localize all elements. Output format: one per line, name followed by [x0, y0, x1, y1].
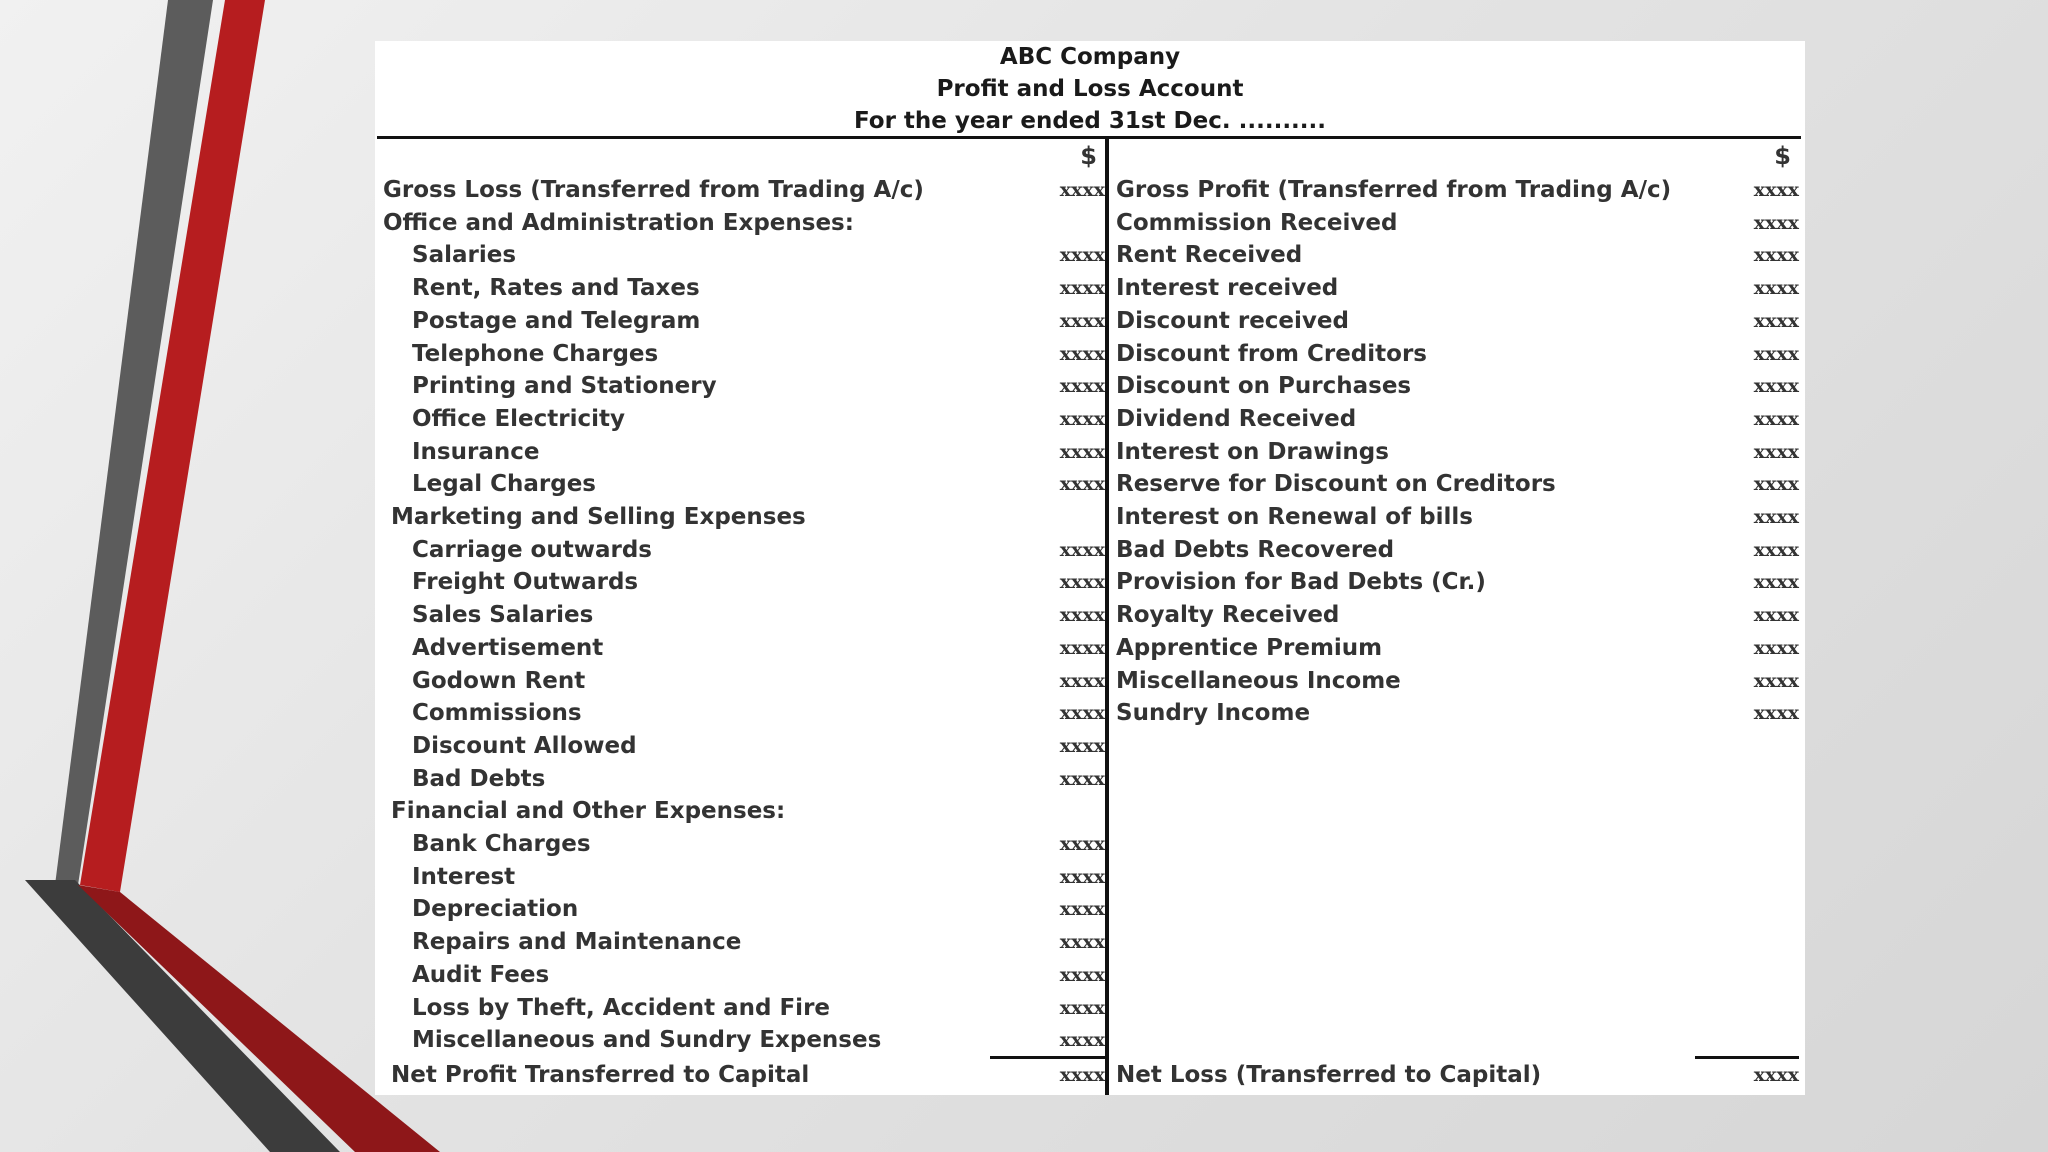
debit-item-amount: xxxx: [1059, 865, 1105, 888]
credit-row: [375, 338, 1805, 370]
credit-item-amount: xxxx: [1753, 669, 1799, 692]
debit-total-underline: [990, 1056, 1107, 1059]
debit-item-label: Depreciation: [412, 896, 579, 923]
debit-item-label: Financial and Other Expenses:: [391, 798, 786, 825]
credit-currency-header: [1695, 140, 1799, 172]
credit-item-amount: xxxx: [1753, 538, 1799, 561]
credit-item-label: Interest on Renewal of bills: [1116, 504, 1473, 530]
credit-row: [375, 501, 1805, 533]
debit-item-label: Sales Salaries: [412, 602, 594, 629]
debit-item-label: Commissions: [412, 700, 582, 727]
credit-row: [375, 174, 1805, 206]
debit-item-label: Miscellaneous and Sundry Expenses: [412, 1027, 882, 1054]
debit-item-amount: xxxx: [1059, 669, 1105, 692]
credit-item-label: Discount on Purchases: [1116, 373, 1412, 400]
debit-item-label: Audit Fees: [412, 961, 550, 988]
credit-item-amount: xxxx: [1753, 702, 1799, 725]
debit-item-amount: xxxx: [1059, 963, 1105, 986]
credit-item-label: Reserve for Discount on Creditors: [1116, 471, 1556, 498]
credit-item-label: Apprentice Premium: [1116, 634, 1383, 661]
debit-item-label: Printing and Stationery: [412, 373, 717, 400]
credit-item-label: Miscellaneous Income: [1116, 667, 1401, 694]
debit-item-amount: xxxx: [1059, 179, 1105, 201]
credit-item-amount: xxxx: [1753, 407, 1799, 430]
debit-row: [375, 959, 1805, 991]
currency-symbol: $: [1774, 142, 1791, 170]
debit-item-amount: xxxx: [1059, 702, 1105, 725]
debit-row: [375, 861, 1805, 893]
credit-item-label: Interest received: [1116, 275, 1339, 302]
debit-item-amount: xxxx: [1059, 538, 1105, 561]
statement-period: For the year ended 31st Dec. ..........: [853, 108, 1327, 134]
debit-item-amount: xxxx: [1059, 440, 1105, 463]
debit-item-label: Carriage outwards: [412, 536, 652, 563]
credit-item-amount: xxxx: [1753, 342, 1799, 365]
debit-row: [375, 795, 1805, 827]
credit-item-label: Provision for Bad Debts (Cr.): [1116, 569, 1486, 596]
debit-item-amount: xxxx: [1059, 996, 1105, 1019]
statement-title: Profit and Loss Account: [936, 76, 1244, 102]
credit-row: [375, 665, 1805, 697]
debit-item-label: Advertisement: [412, 634, 604, 661]
credit-item-amount: xxxx: [1753, 211, 1799, 234]
debit-item-label: Gross Loss (Transferred from Trading A/c): [383, 177, 924, 203]
credit-row: [375, 1059, 1805, 1091]
debit-item-label: Telephone Charges: [412, 340, 659, 367]
debit-item-label: Interest: [412, 863, 516, 890]
credit-row: [375, 436, 1805, 468]
credit-row: [375, 370, 1805, 402]
debit-item-amount: xxxx: [1059, 898, 1105, 921]
debit-item-label: Legal Charges: [412, 471, 596, 498]
credit-item-label: Sundry Income: [1116, 700, 1311, 727]
profit-loss-statement: [375, 41, 1805, 1095]
debit-item-amount: xxxx: [1059, 407, 1105, 430]
credit-item-amount: xxxx: [1753, 571, 1799, 594]
debit-currency-header: [1005, 140, 1105, 172]
credit-item-amount: xxxx: [1753, 179, 1799, 201]
debit-item-amount: xxxx: [1059, 636, 1105, 659]
debit-item-label: Salaries: [412, 242, 517, 269]
debit-item-amount: xxxx: [1059, 1064, 1105, 1086]
debit-item-label: Rent, Rates and Taxes: [412, 275, 700, 302]
credit-item-label: Discount from Creditors: [1116, 340, 1427, 367]
debit-row: [375, 730, 1805, 762]
currency-symbol: $: [1080, 142, 1097, 170]
debit-item-amount: xxxx: [1059, 1029, 1105, 1052]
credit-item-amount: xxxx: [1753, 506, 1799, 528]
debit-item-amount: xxxx: [1059, 244, 1105, 267]
credit-item-label: Gross Profit (Transferred from Trading A/c): [1116, 177, 1672, 203]
credit-item-amount: xxxx: [1753, 375, 1799, 398]
credit-item-label: Commission Received: [1116, 209, 1398, 236]
company-name: ABC Company: [999, 44, 1181, 70]
debit-item-label: Discount Allowed: [412, 732, 637, 759]
debit-item-label: Net Profit Transferred to Capital: [391, 1062, 810, 1088]
credit-item-label: Discount received: [1116, 307, 1349, 334]
debit-row: [375, 828, 1805, 860]
gray-chevron: [25, 880, 340, 1152]
debit-item-label: Marketing and Selling Expenses: [391, 504, 806, 530]
credit-row: [375, 599, 1805, 631]
debit-item-amount: xxxx: [1059, 571, 1105, 594]
credit-row: [375, 403, 1805, 435]
credit-item-amount: xxxx: [1753, 309, 1799, 332]
credit-row: [375, 697, 1805, 729]
credit-item-label: Dividend Received: [1116, 405, 1357, 432]
debit-item-label: Bad Debts: [412, 765, 546, 792]
credit-item-amount: xxxx: [1753, 1064, 1799, 1086]
header-rule: [377, 136, 1801, 139]
credit-item-amount: xxxx: [1753, 473, 1799, 496]
credit-row: [375, 534, 1805, 566]
credit-row: [375, 272, 1805, 304]
debit-item-label: Bank Charges: [412, 831, 591, 857]
debit-row: [375, 1024, 1805, 1056]
debit-item-label: Repairs and Maintenance: [412, 929, 742, 956]
debit-row: [375, 893, 1805, 925]
debit-row: [375, 763, 1805, 795]
credit-item-label: Bad Debts Recovered: [1116, 536, 1395, 563]
credit-item-label: Rent Received: [1116, 242, 1303, 269]
debit-item-label: Loss by Theft, Accident and Fire: [412, 994, 831, 1021]
credit-row: [375, 566, 1805, 598]
debit-item-label: Freight Outwards: [412, 569, 639, 596]
debit-item-amount: xxxx: [1059, 604, 1105, 627]
debit-item-amount: xxxx: [1059, 277, 1105, 300]
debit-row: [375, 992, 1805, 1024]
credit-row: [375, 207, 1805, 239]
credit-total-underline: [1695, 1056, 1799, 1059]
debit-item-label: Postage and Telegram: [412, 307, 701, 334]
debit-item-label: Office and Administration Expenses:: [383, 209, 854, 236]
credit-row: [375, 468, 1805, 500]
debit-item-amount: xxxx: [1059, 309, 1105, 332]
credit-row: [375, 632, 1805, 664]
debit-row: [375, 926, 1805, 958]
credit-item-label: Interest on Drawings: [1116, 438, 1389, 465]
debit-item-label: Insurance: [412, 438, 540, 465]
debit-item-amount: xxxx: [1059, 342, 1105, 365]
credit-row: [375, 305, 1805, 337]
debit-item-amount: xxxx: [1059, 931, 1105, 954]
credit-item-amount: xxxx: [1753, 440, 1799, 463]
debit-item-amount: xxxx: [1059, 833, 1105, 855]
credit-item-label: Net Loss (Transferred to Capital): [1116, 1062, 1542, 1088]
debit-item-amount: xxxx: [1059, 375, 1105, 398]
credit-item-amount: xxxx: [1753, 244, 1799, 267]
credit-row: [375, 239, 1805, 271]
credit-item-amount: xxxx: [1753, 604, 1799, 627]
credit-item-amount: xxxx: [1753, 636, 1799, 659]
debit-item-label: Office Electricity: [412, 405, 625, 432]
debit-item-label: Godown Rent: [412, 667, 586, 694]
credit-item-label: Royalty Received: [1116, 602, 1340, 629]
debit-item-amount: xxxx: [1059, 767, 1105, 790]
debit-item-amount: xxxx: [1059, 734, 1105, 757]
credit-item-amount: xxxx: [1753, 277, 1799, 300]
debit-item-amount: xxxx: [1059, 473, 1105, 496]
